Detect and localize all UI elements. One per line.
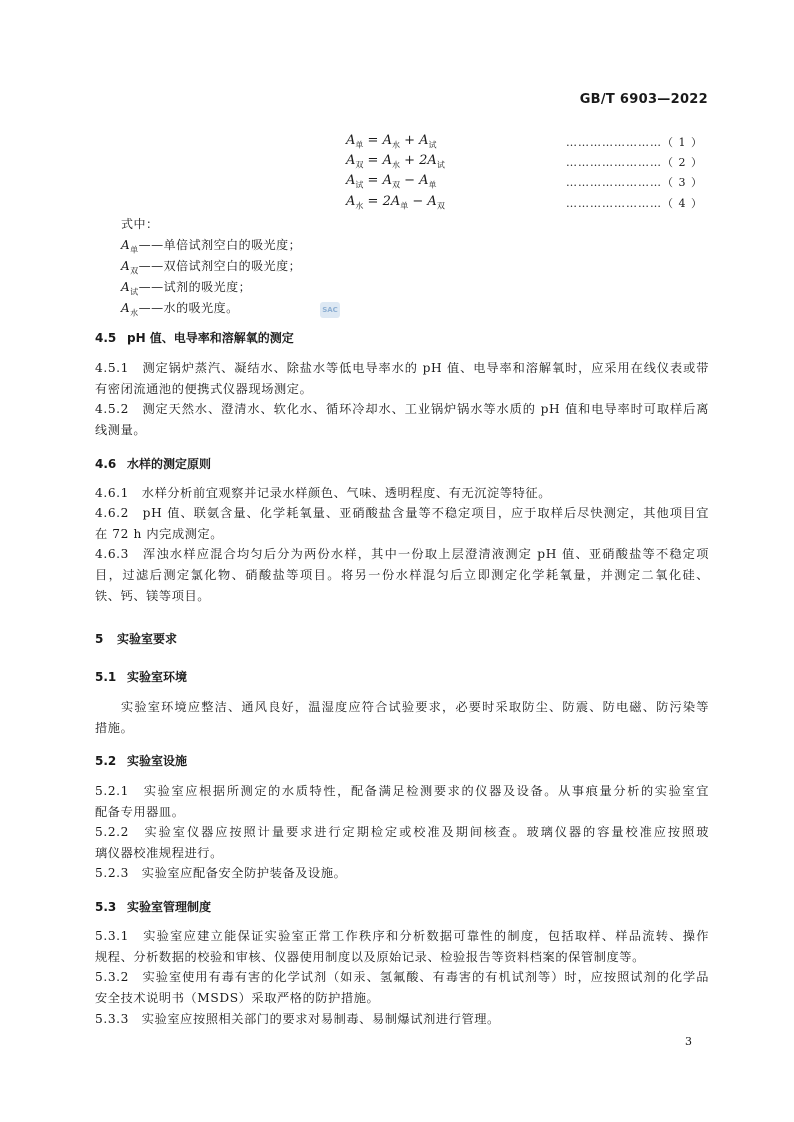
- paragraph-line: 在 72 h 内完成测定。: [95, 527, 224, 541]
- equation-number-2: ……………………（ 2 ）: [566, 156, 703, 169]
- section-heading-5-1: 5.1 实验室环境: [95, 670, 188, 684]
- page-number: 3: [685, 1035, 692, 1048]
- where-item: $A_试——$试剂的吸光度；: [121, 280, 252, 297]
- paragraph-line: 线测量。: [95, 423, 147, 437]
- where-item: $A_水——$水的吸光度。: [121, 301, 239, 318]
- section-heading-4-5: 4.5 pH 值、电导率和溶解氧的测定: [95, 331, 294, 345]
- paragraph-line: 5.3.1 实验室应建立能保证实验室正常工作秩序和分析数据可靠性的制度，包括取样、样品流转、操作: [95, 929, 709, 943]
- section-heading-5-3: 5.3 实验室管理制度: [95, 900, 212, 914]
- paragraph-line: 规程、分析数据的校验和审核、仪器使用制度以及原始记录、检验报告等资料档案的保管制度等。: [95, 950, 645, 964]
- equation-4: $A_水 = 2A_单 - A_双$: [346, 194, 445, 211]
- paragraph-line: 4.6.2 pH 值、联氨含量、化学耗氧量、亚硝酸盐含量等不稳定项目，应于取样后尽快测定，其他项目宜: [95, 506, 709, 520]
- watermark-logo: SAC: [320, 302, 340, 318]
- paragraph-line: 4.6.1 水样分析前宜观察并记录水样颜色、气味、透明程度、有无沉淀等特征。: [95, 486, 551, 500]
- equation-1: $A_单 = A_水 + A_试$: [346, 133, 437, 150]
- paragraph-line: 4.6.3 浑浊水样应混合均匀后分为两份水样，其中一份取上层澄清液测定 pH 值、亚硝酸盐等不稳定项: [95, 547, 709, 561]
- paragraph-line: 实验室环境应整洁、通风良好，温湿度应符合试验要求，必要时采取防尘、防震、防电磁、防污染等: [121, 700, 709, 714]
- paragraph-line: 璃仪器校准规程进行。: [95, 846, 223, 860]
- paragraph-line: 5.2.3 实验室应配备安全防护装备及设施。: [95, 866, 347, 880]
- standard-code: GB/T 6903—2022: [579, 92, 708, 107]
- section-heading-5-2: 5.2 实验室设施: [95, 754, 188, 768]
- paragraph-line: 配备专用器皿。: [95, 805, 185, 819]
- where-item: $A_单——$单倍试剂空白的吸光度；: [121, 238, 302, 255]
- paragraph-line: 5.2.2 实验室仪器应按照计量要求进行定期检定或校准及期间核查。玻璃仪器的容量校准应按照玻: [95, 825, 709, 839]
- paragraph-line: 5.3.3 实验室应按照相关部门的要求对易制毒、易制爆试剂进行管理。: [95, 1012, 500, 1026]
- equation-number-3: ……………………（ 3 ）: [566, 176, 703, 189]
- equation-number-4: ……………………（ 4 ）: [566, 197, 703, 210]
- paragraph-line: 5.2.1 实验室应根据所测定的水质特性，配备满足检测要求的仪器及设备。从事痕量分析的实验室宜: [95, 784, 709, 798]
- paragraph-line: 4.5.2 测定天然水、澄清水、软化水、循环冷却水、工业锅炉锅水等水质的 pH 值和电导率时可取样后离: [95, 402, 709, 416]
- section-heading-5: 5 实验室要求: [95, 632, 178, 646]
- equation-number-1: ……………………（ 1 ）: [566, 136, 703, 149]
- paragraph-line: 措施。: [95, 721, 134, 735]
- paragraph-line: 目，过滤后测定氯化物、硝酸盐等项目。将另一份水样混匀后立即测定化学耗氧量，并测定二氧化硅、: [95, 568, 709, 582]
- paragraph-line: 5.3.2 实验室使用有毒有害的化学试剂（如汞、氢氟酸、有毒害的有机试剂等）时，应按照试剂的化学品: [95, 970, 709, 984]
- where-label: 式中：: [121, 217, 159, 231]
- equation-3: $A_试 = A_双 - A_单$: [346, 173, 437, 190]
- section-heading-4-6: 4.6 水样的测定原则: [95, 457, 212, 471]
- paragraph-line: 安全技术说明书（MSDS）采取严格的防护措施。: [95, 991, 380, 1005]
- paragraph-line: 铁、钙、镁等项目。: [95, 589, 211, 603]
- equation-2: $A_双 = A_水 + 2A_试$: [346, 153, 445, 170]
- paragraph-line: 有密闭流通池的便携式仪器现场测定。: [95, 382, 313, 396]
- where-item: $A_双——$双倍试剂空白的吸光度；: [121, 259, 302, 276]
- paragraph-line: 4.5.1 测定锅炉蒸汽、凝结水、除盐水等低电导率水的 pH 值、电导率和溶解氧时，应采用在线仪表或带: [95, 361, 709, 375]
